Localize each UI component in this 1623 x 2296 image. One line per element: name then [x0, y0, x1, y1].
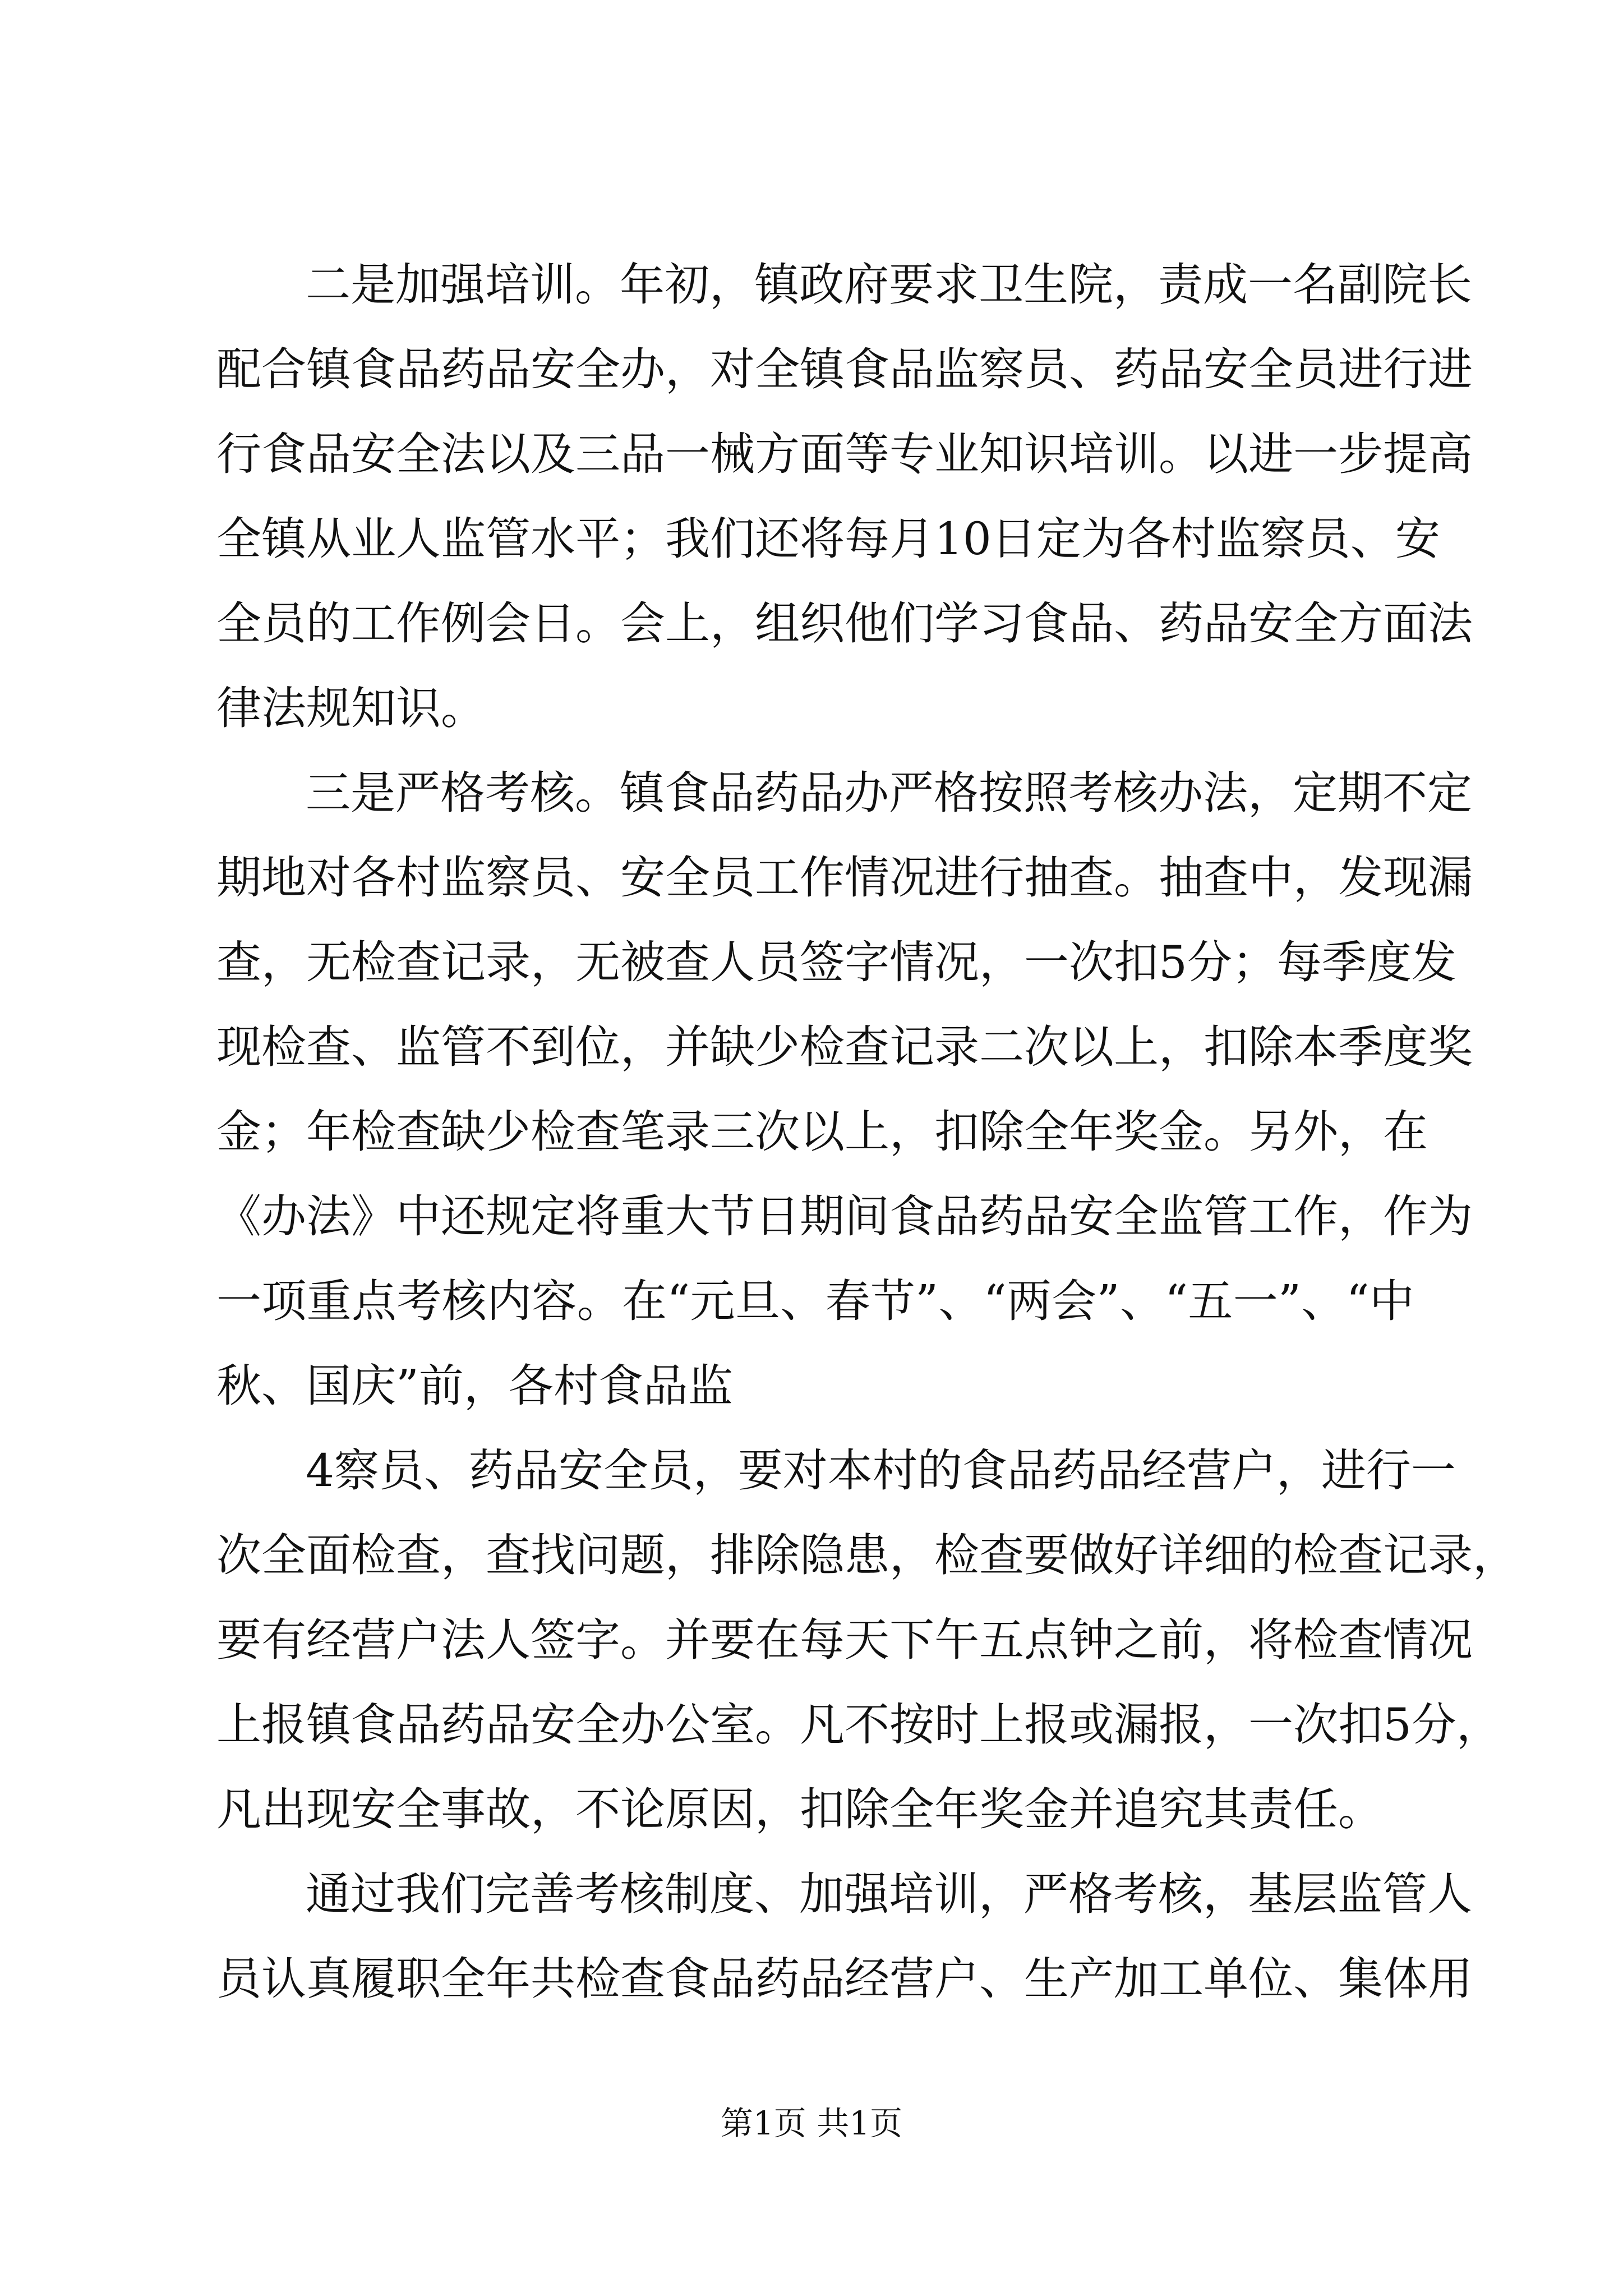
- paragraph-line: 期 地 对 各 村 监 察 员 、 安 全 员 工 作 情 况 进 行 抽 查 。 抽 查 中 ， 发 现 漏: [216, 852, 1473, 904]
- paragraph-line: 金 ； 年 检 查 缺 少 检 查 笔 录 三 次 以 上 ， 扣 除 全 年 奖 金 。 另 外 ， 在: [216, 1106, 1428, 1158]
- paragraph-line: 查 ， 无 检 查 记 录 ， 无 被 查 人 员 签 字 情 况 ， 一 次 扣 5 分 ； 每 季 度 发: [216, 936, 1456, 988]
- paragraph-line: 要 有 经 营 户 法 人 签 字 。 并 要 在 每 天 下 午 五 点 钟 之 前 ， 将 检 查 情 况: [216, 1614, 1473, 1666]
- paragraph-line: 次 全 面 检 查 ， 查 找 问 题 ， 排 除 隐 患 ， 检 查 要 做 好 详 细 的 检 查 记 录 ，: [216, 1529, 1518, 1581]
- paragraph-line: 上 报 镇 食 品 药 品 安 全 办 公 室 。 凡 不 按 时 上 报 或 漏 报 ， 一 次 扣 5 分 ，: [216, 1699, 1501, 1751]
- paragraph-line: 全 镇 从 业 人 监 管 水 平 ； 我 们 还 将 每 月 10 日 定 为 各 村 监 察 员 、 安: [216, 513, 1440, 565]
- paragraph-line: 配 合 镇 食 品 药 品 安 全 办 ， 对 全 镇 食 品 监 察 员 、 药 品 安 全 员 进 行 进: [216, 343, 1473, 395]
- paragraph-line: 现 检 查 、 监 管 不 到 位 ， 并 缺 少 检 查 记 录 二 次 以 上 ， 扣 除 本 季 度 奖: [216, 1021, 1473, 1073]
- paragraph-line: 4 察 员 、 药 品 安 全 员 ， 要 对 本 村 的 食 品 药 品 经 营 户 ， 进 行 一: [306, 1444, 1456, 1497]
- paragraph-line: 一 项 重 点 考 核 内 容 。 在 “ 元 旦 、 春 节 ” 、 “ 两 会 ” 、 “ 五 一 ” 、 “ 中: [216, 1275, 1414, 1327]
- paragraph-line: 二 是 加 强 培 训 。 年 初 ， 镇 政 府 要 求 卫 生 院 ， 责 成 一 名 副 院 长: [306, 259, 1472, 311]
- paragraph-line: 员 认 真 履 职 全 年 共 检 查 食 品 药 品 经 营 户 、 生 产 加 工 单 位 、 集 体 用: [216, 1953, 1473, 2005]
- paragraph-line: 行 食 品 安 全 法 以 及 三 品 一 械 方 面 等 专 业 知 识 培 训 。 以 进 一 步 提 高: [216, 428, 1473, 480]
- paragraph-line: 三 是 严 格 考 核 。 镇 食 品 药 品 办 严 格 按 照 考 核 办 法 ， 定 期 不 定: [306, 767, 1472, 819]
- paragraph-line: 《 办 法 》 中 还 规 定 将 重 大 节 日 期 间 食 品 药 品 安 全 监 管 工 作 ， 作 为: [216, 1190, 1473, 1243]
- paragraph-line: 秋、国庆”前，各村食品监: [216, 1360, 733, 1412]
- paragraph-line: 凡出现安全事故，不论原因，扣除全年奖金并追究其责任。: [216, 1783, 1383, 1835]
- paragraph-line: 通 过 我 们 完 善 考 核 制 度 、 加 强 培 训 ， 严 格 考 核 ， 基 层 监 管 人: [306, 1868, 1472, 1920]
- paragraph-line: 律法规知识。: [216, 682, 486, 734]
- document-body: [216, 242, 1518, 2021]
- paragraph-line: 全 员 的 工 作 例 会 日 。 会 上 ， 组 织 他 们 学 习 食 品 、 药 品 安 全 方 面 法: [216, 597, 1473, 650]
- page-number: 第1页 共1页: [720, 2104, 903, 2142]
- page-footer: [0, 2101, 1623, 2146]
